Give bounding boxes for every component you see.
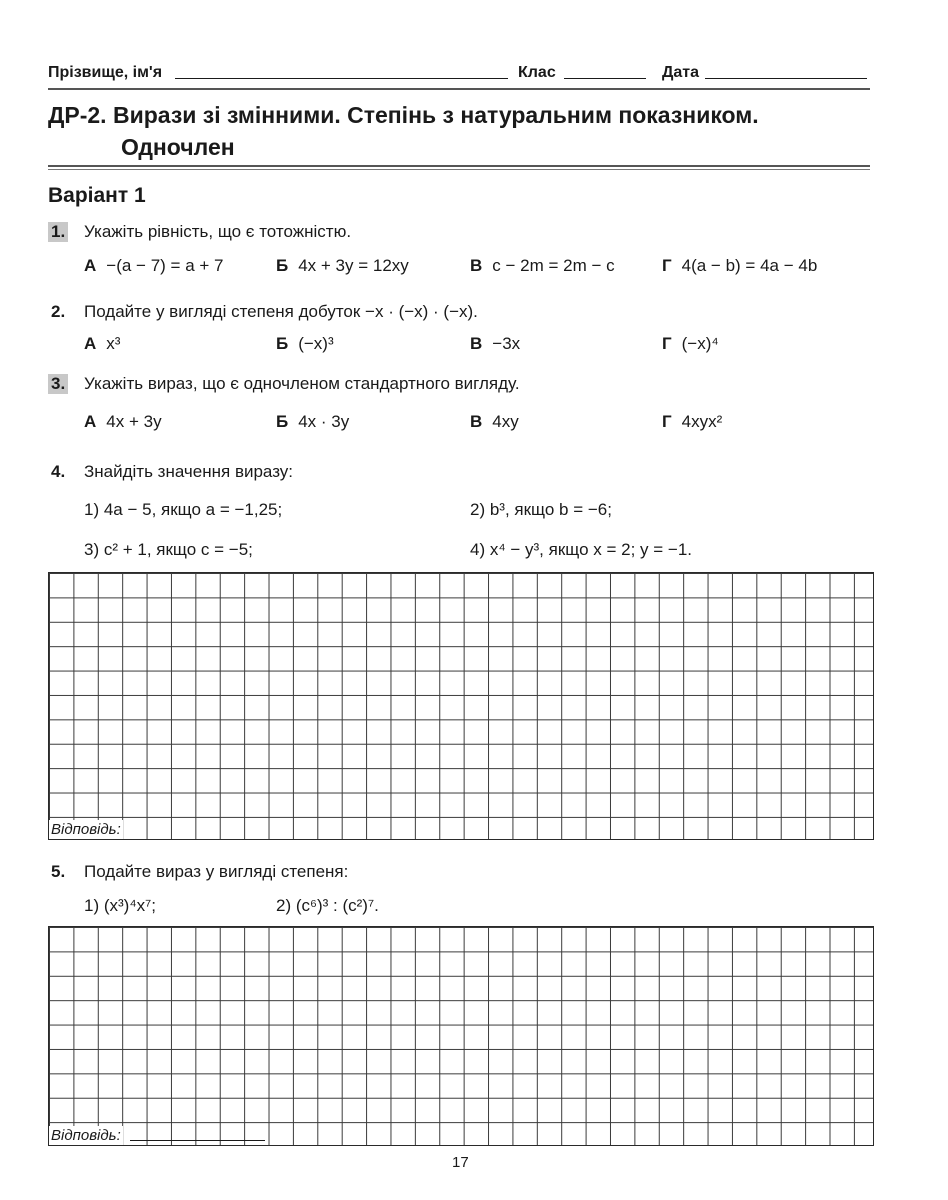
- title-rule: [48, 165, 870, 170]
- option-text: (−x)⁴: [681, 334, 719, 353]
- option-a[interactable]: [84, 412, 162, 432]
- option-b[interactable]: [276, 412, 349, 432]
- class-field[interactable]: [564, 78, 646, 79]
- name-label: Прізвище, ім'я: [48, 64, 163, 81]
- task-text: Знайдіть значення виразу:: [84, 462, 294, 481]
- title-line1: ДР-2. Вирази зі змінними. Степінь з натуральним показником.: [48, 102, 759, 128]
- option-text: 4xyx²: [681, 412, 723, 431]
- option-letter: А: [84, 256, 97, 275]
- task-text: Подайте вираз у вигляді степеня:: [84, 862, 349, 881]
- option-g[interactable]: [662, 256, 817, 276]
- subtask-1: 1) (x³)⁴x⁷;: [84, 896, 157, 915]
- option-text: x³: [106, 334, 121, 353]
- option-v[interactable]: [470, 412, 519, 432]
- option-text: 4x + 3y: [106, 412, 162, 431]
- task-number: 5.: [51, 862, 66, 881]
- answer-grid-1[interactable]: [48, 572, 874, 840]
- option-letter: В: [470, 412, 483, 431]
- subtask-4: 4) x⁴ − y³, якщо x = 2; y = −1.: [470, 540, 692, 559]
- class-label: Клас: [518, 64, 556, 81]
- answer-grid-2[interactable]: [48, 926, 874, 1146]
- answer-field[interactable]: [130, 1140, 265, 1141]
- header-rule: [48, 88, 870, 90]
- subtask-3: 3) c² + 1, якщо c = −5;: [84, 540, 253, 559]
- option-letter: В: [470, 256, 483, 275]
- title-line2: Одночлен: [121, 134, 235, 160]
- subtask-2: 2) b³, якщо b = −6;: [470, 500, 612, 519]
- option-v[interactable]: [470, 256, 615, 276]
- option-text: c − 2m = 2m − c: [492, 256, 615, 275]
- option-g[interactable]: [662, 412, 722, 432]
- option-text: 4(a − b) = 4a − 4b: [681, 256, 818, 275]
- task-text: Укажіть вираз, що є одночленом стандартного вигляду.: [84, 374, 520, 393]
- task-number: 3.: [48, 374, 68, 394]
- option-text: −3x: [492, 334, 521, 353]
- option-b[interactable]: [276, 256, 409, 276]
- option-text: −(a − 7) = a + 7: [106, 256, 224, 275]
- option-text: 4x + 3y = 12xy: [298, 256, 409, 275]
- option-letter: А: [84, 334, 97, 353]
- task-text: Укажіть рівність, що є тотожністю.: [84, 222, 352, 241]
- option-text: 4x · 3y: [298, 412, 350, 431]
- option-letter: Г: [662, 412, 672, 431]
- option-text: 4xy: [492, 412, 519, 431]
- variant-heading: Варіант 1: [48, 184, 146, 207]
- subtask-1: 1) 4a − 5, якщо a = −1,25;: [84, 500, 283, 519]
- option-letter: Б: [276, 412, 289, 431]
- task-number: 1.: [48, 222, 68, 242]
- option-letter: Б: [276, 334, 289, 353]
- task-number: 2.: [51, 302, 66, 321]
- name-field[interactable]: [175, 78, 508, 79]
- date-field[interactable]: [705, 78, 867, 79]
- option-text: (−x)³: [298, 334, 334, 353]
- option-letter: Г: [662, 256, 672, 275]
- task-text: Подайте у вигляді степеня добуток −x · (−x) · (−x).: [84, 302, 478, 321]
- option-letter: Г: [662, 334, 672, 353]
- date-label: Дата: [662, 64, 700, 81]
- option-a[interactable]: [84, 334, 120, 354]
- option-letter: В: [470, 334, 483, 353]
- answer-label: Відповідь:: [51, 1127, 121, 1144]
- answer-label: Відповідь:: [51, 821, 121, 838]
- option-v[interactable]: [470, 334, 520, 354]
- task-number: 4.: [51, 462, 66, 481]
- option-g[interactable]: [662, 334, 719, 354]
- option-a[interactable]: [84, 256, 223, 276]
- page-number: 17: [452, 1154, 469, 1171]
- option-b[interactable]: [276, 334, 334, 354]
- subtask-2: 2) (c⁶)³ : (c²)⁷.: [276, 896, 379, 915]
- option-letter: Б: [276, 256, 289, 275]
- option-letter: А: [84, 412, 97, 431]
